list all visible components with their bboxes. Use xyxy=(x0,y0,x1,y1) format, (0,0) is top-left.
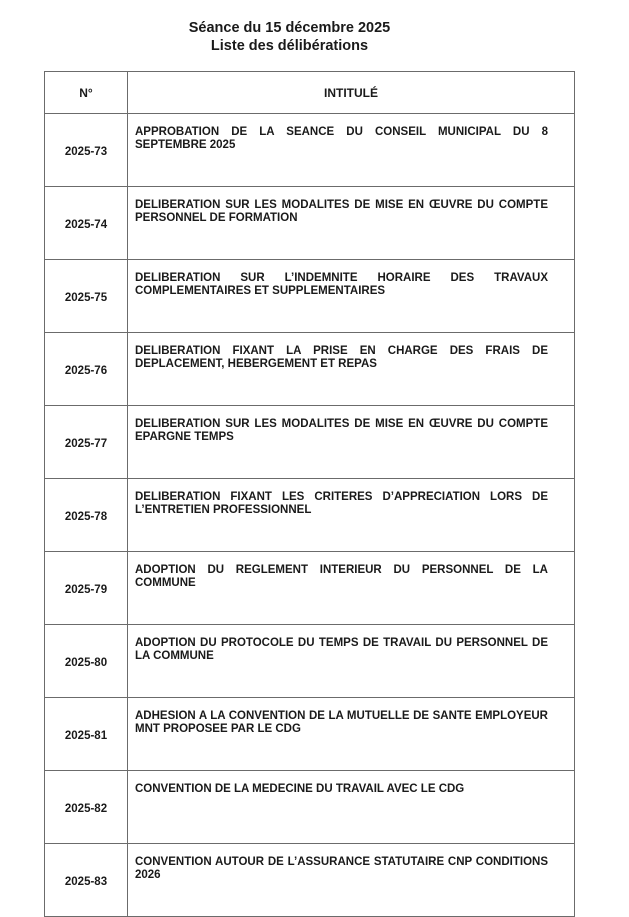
column-header-number: N° xyxy=(45,72,128,114)
deliberation-title: DELIBERATION SUR LES MODALITES DE MISE EN ŒUVRE DU COMPTE EPARGNE TEMPS xyxy=(128,406,575,479)
deliberation-title: CONVENTION AUTOUR DE L’ASSURANCE STATUTAIRE CNP CONDITIONS 2026 xyxy=(128,844,575,917)
table-body xyxy=(45,114,575,917)
table-row xyxy=(45,260,575,333)
deliberation-number: 2025-77 xyxy=(45,406,128,479)
deliberation-title: DELIBERATION SUR LES MODALITES DE MISE EN ŒUVRE DU COMPTE PERSONNEL DE FORMATION xyxy=(128,187,575,260)
table-header-row xyxy=(45,72,575,114)
table-row xyxy=(45,552,575,625)
deliberation-title: ADOPTION DU PROTOCOLE DU TEMPS DE TRAVAIL DU PERSONNEL DE LA COMMUNE xyxy=(128,625,575,698)
deliberation-number: 2025-81 xyxy=(45,698,128,771)
deliberation-title: DELIBERATION FIXANT LES CRITERES D’APPRECIATION LORS DE L’ENTRETIEN PROFESSIONNEL xyxy=(128,479,575,552)
deliberation-number: 2025-79 xyxy=(45,552,128,625)
deliberation-title: CONVENTION DE LA MEDECINE DU TRAVAIL AVEC LE CDG xyxy=(128,771,575,844)
page-title: Séance du 15 décembre 2025 xyxy=(188,20,391,36)
deliberation-number: 2025-83 xyxy=(45,844,128,917)
deliberation-number: 2025-73 xyxy=(45,114,128,187)
table-row xyxy=(45,333,575,406)
deliberation-number: 2025-78 xyxy=(45,479,128,552)
deliberations-table xyxy=(44,71,575,917)
deliberation-number: 2025-80 xyxy=(45,625,128,698)
deliberation-title: DELIBERATION FIXANT LA PRISE EN CHARGE DES FRAIS DE DEPLACEMENT, HEBERGEMENT ET REPAS xyxy=(128,333,575,406)
deliberation-number: 2025-76 xyxy=(45,333,128,406)
table-row xyxy=(45,625,575,698)
deliberation-number: 2025-82 xyxy=(45,771,128,844)
table-row xyxy=(45,771,575,844)
table-row xyxy=(45,698,575,771)
table-row xyxy=(45,406,575,479)
deliberation-title: ADHESION A LA CONVENTION DE LA MUTUELLE DE SANTE EMPLOYEUR MNT PROPOSEE PAR LE CDG xyxy=(128,698,575,771)
table-row xyxy=(45,479,575,552)
table-row xyxy=(45,187,575,260)
table-row xyxy=(45,114,575,187)
table-row xyxy=(45,844,575,917)
deliberation-title: DELIBERATION SUR L’INDEMNITE HORAIRE DES TRAVAUX COMPLEMENTAIRES ET SUPPLEMENTAIRES xyxy=(128,260,575,333)
column-header-title: INTITULÉ xyxy=(128,72,575,114)
deliberation-number: 2025-74 xyxy=(45,187,128,260)
deliberation-number: 2025-75 xyxy=(45,260,128,333)
page-subtitle: Liste des délibérations xyxy=(210,38,369,54)
deliberation-title: APPROBATION DE LA SEANCE DU CONSEIL MUNICIPAL DU 8 SEPTEMBRE 2025 xyxy=(128,114,575,187)
deliberation-title: ADOPTION DU REGLEMENT INTERIEUR DU PERSONNEL DE LA COMMUNE xyxy=(128,552,575,625)
